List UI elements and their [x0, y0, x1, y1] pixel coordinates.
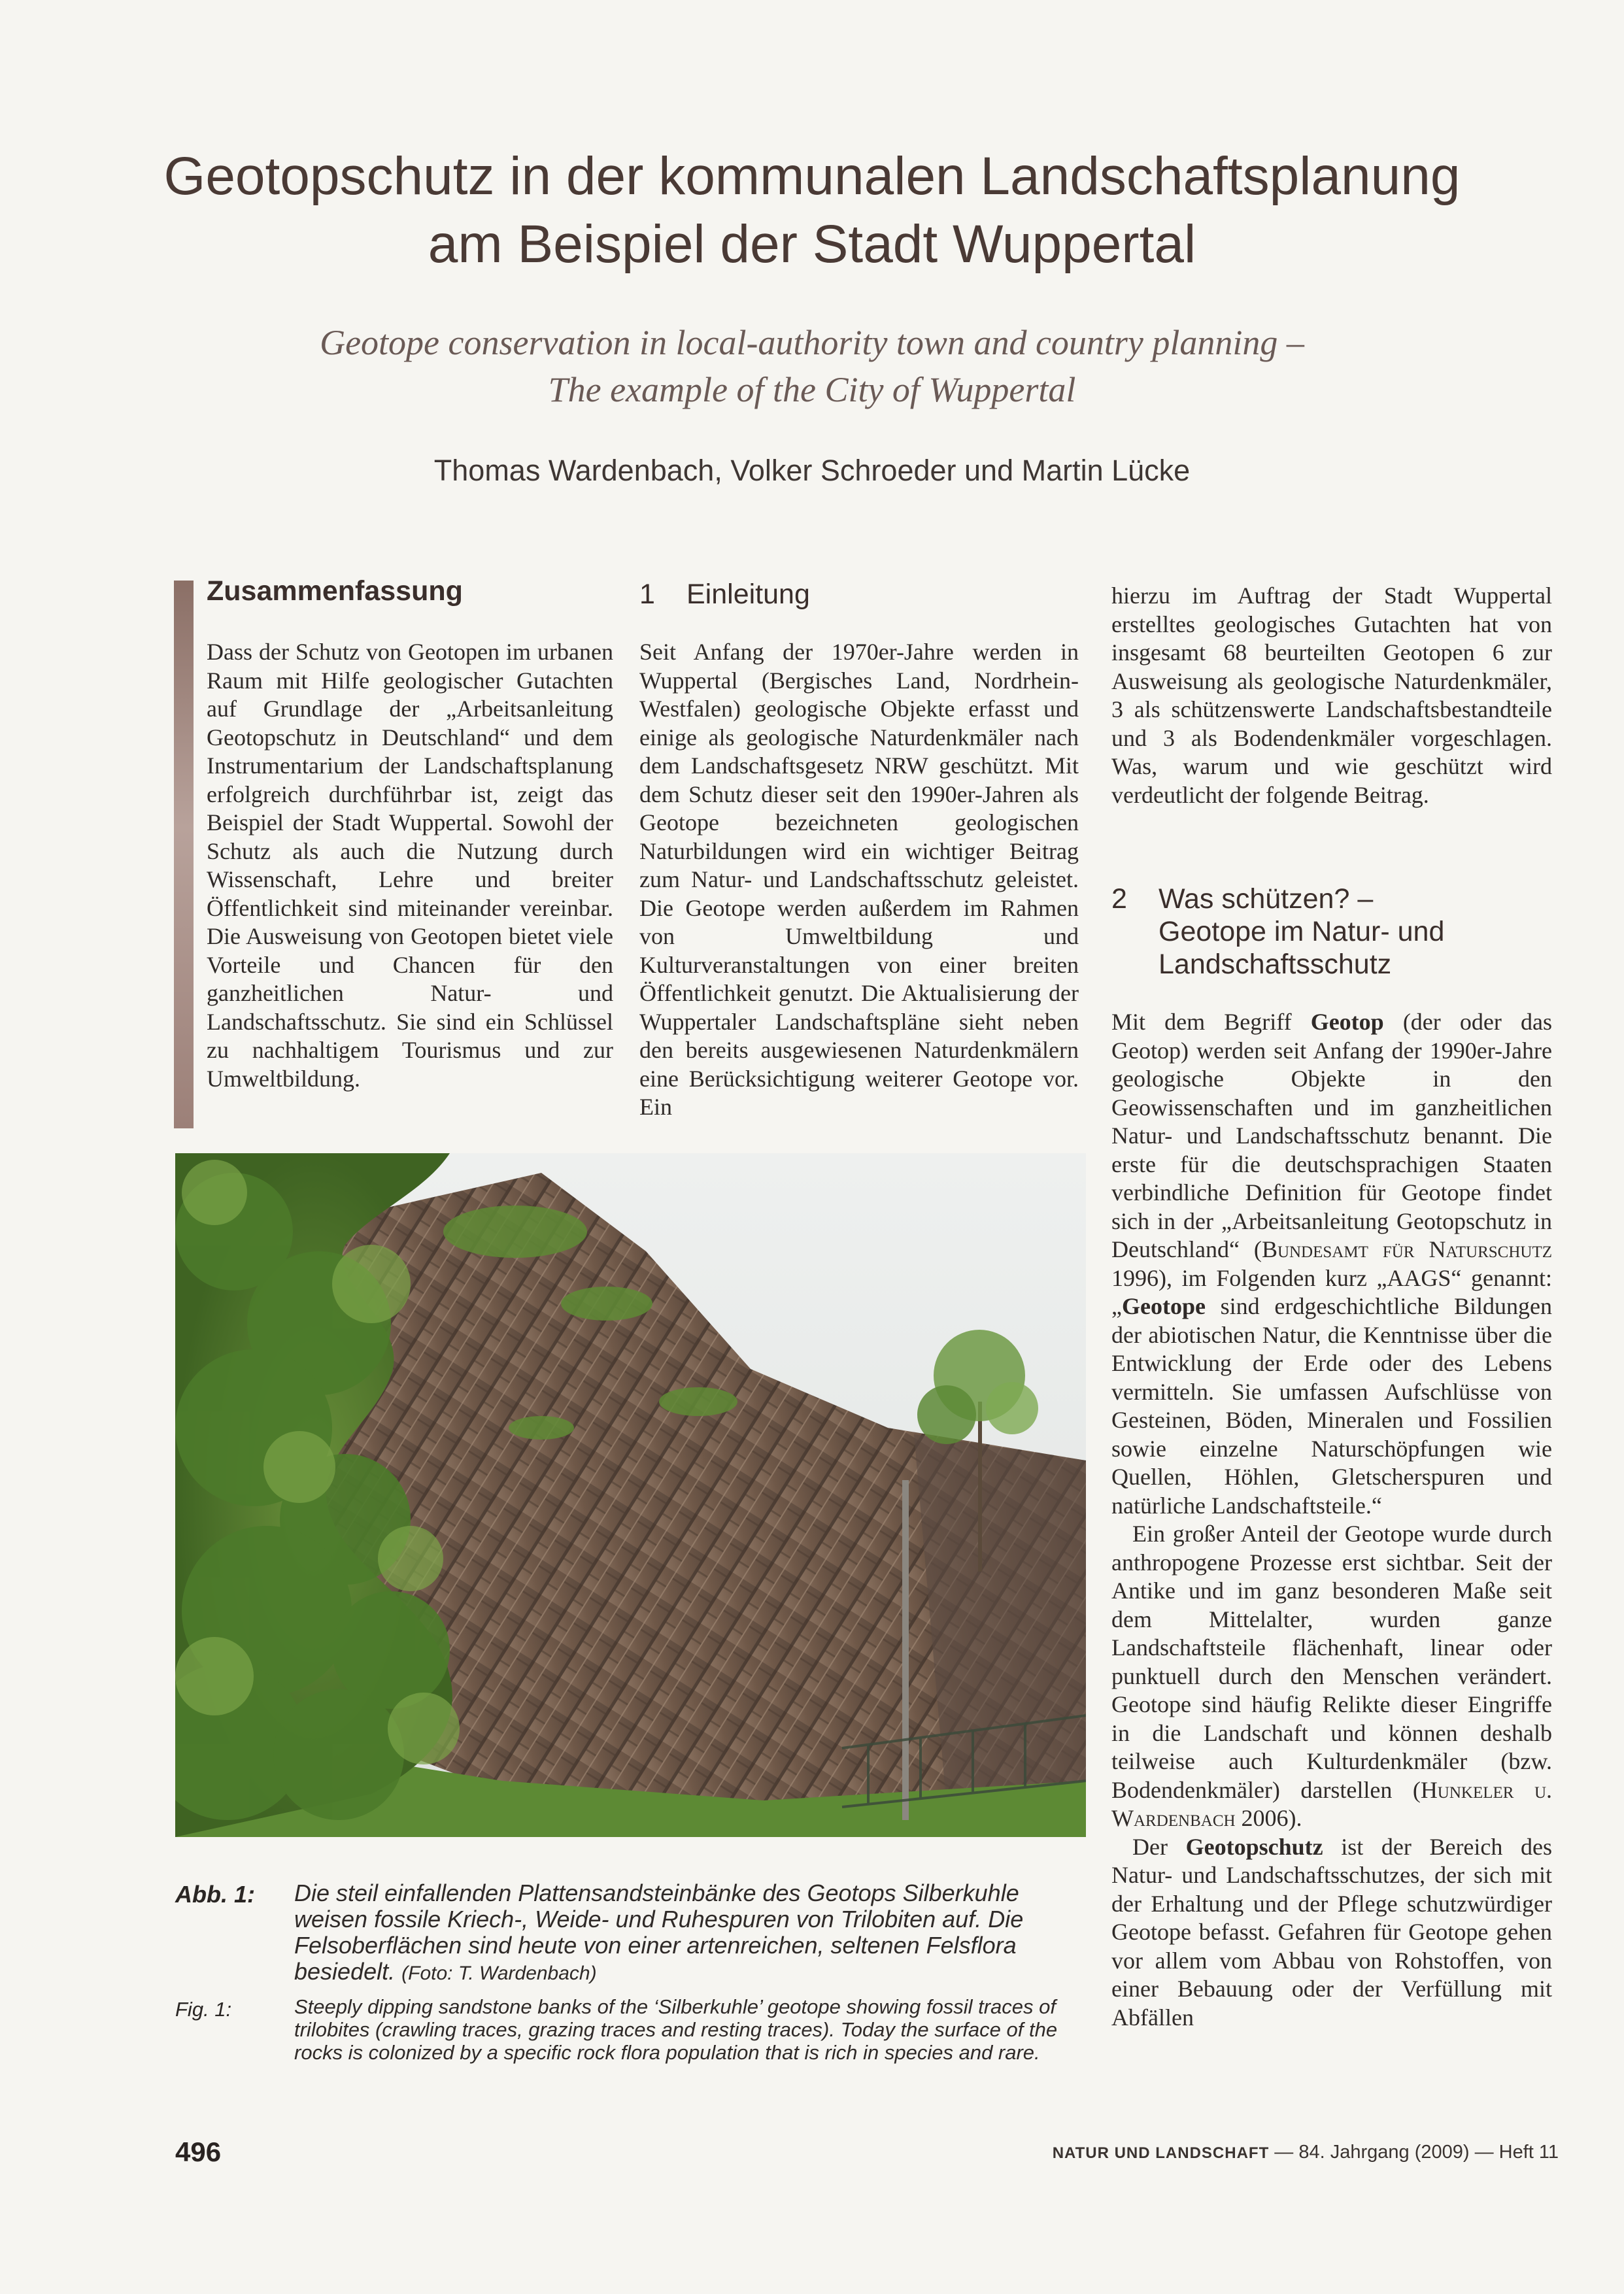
section1-continuation-paragraph: hierzu im Auftrag der Stadt Wuppertal erstelltes geologisches Gutachten hat von insgesamt 68 beurteilten Geotopen 6 zur Ausweisung als geologische Naturdenkmäler, 3 als schützenswerte Landschaftsbestandteile und 3 als Bodendenkmäler vorgeschlagen. Was, warum und wie geschützt wird verdeutlicht der folgende Beitrag.: [1111, 582, 1552, 808]
article-subtitle: [131, 319, 1493, 413]
abstract-text: [207, 638, 613, 1093]
article-title-line1: Geotopschutz in der kommunalen Landschaftsplanung: [163, 146, 1461, 206]
section1-continuation: [1111, 582, 1552, 809]
figure-credit: (Foto: T. Wardenbach): [401, 1963, 597, 1984]
abstract-accent-bar: [174, 581, 194, 1128]
section2-text: [1111, 1008, 1552, 2032]
section1-text: [639, 638, 1079, 1122]
figure-caption-de: [294, 1880, 1092, 1987]
section1-number: 1: [639, 579, 655, 610]
journal-issue: — 84. Jahrgang (2009) — Heft 11: [1274, 2142, 1559, 2163]
figure-caption-en: Steeply dipping sandstone banks of the ‘Silberkuhle’ geotope showing fossil traces of trilobites (crawling traces, grazing traces and resting traces). Today the surface of the rocks is colonized by a specific rock flora population that is rich in species and rare.: [294, 1995, 1058, 2064]
term-geotope: Geotope: [1121, 1293, 1206, 1319]
article-title: [131, 143, 1493, 278]
journal-brand: NATUR UND LANDSCHAFT: [1052, 2144, 1270, 2162]
article-title-line2: am Beispiel der Stadt Wuppertal: [428, 214, 1196, 274]
section2-title-line2: Geotope im Natur- und: [1159, 916, 1445, 947]
figure-label-de: Abb. 1:: [175, 1881, 255, 1908]
section1-heading: [639, 578, 810, 611]
page-number: 496: [175, 2136, 222, 2167]
citation-hunkeler: Hunkeler u. Wardenbach: [1111, 1776, 1552, 1831]
section2-paragraph-3: Der Geotopschutz ist der Bereich des Natur- und Landschaftsschutzes, der sich mit der Erhaltung und der Pflege schutzwürdiger Geotope befasst. Gefahren für Geotope gehen vor allem vom Abbau von Rohstoffen, von einer Bebauung oder der Verfüllung mit Abfällen: [1111, 1833, 1552, 2031]
term-geotop: Geotop: [1310, 1009, 1384, 1035]
term-geotopschutz: Geotopschutz: [1185, 1833, 1323, 1860]
author-line: Thomas Wardenbach, Volker Schroeder und Martin Lücke: [433, 454, 1191, 487]
abstract-paragraph: Dass der Schutz von Geotopen im urbanen Raum mit Hilfe geologischer Gutachten auf Grundlage der „Arbeitsanleitung Geotopschutz in Deutschland“ und dem Instrumentarium der Landschaftsplanung erfolgreich durchführbar ist, zeigt das Beispiel der Stadt Wuppertal. Sowohl der Schutz als auch die Nutzung durch Wissenschaft, Lehre und breiter Öffentlichkeit sind miteinander vereinbar. Die Ausweisung von Geotopen bietet viele Vorteile und Chancen für den ganzheitlichen Natur- und Landschaftsschutz. Sie sind ein Schlüssel zu nachhaltigem Tourismus und zur Umweltbildung.: [207, 639, 613, 1092]
figure-caption-de-text: Die steil einfallenden Plattensandsteinbänke des Geotops Silberkuhle weisen fossile Kriech-, Weide- und Ruhespuren von Trilobiten auf. Die Felsoberflächen sind heute von einer artenreichen, seltenen Felsflora besiedelt.: [294, 1880, 1024, 1985]
section2-title-line3: Landschaftsschutz: [1159, 949, 1392, 980]
figure-photo-silberkuhle: [175, 1153, 1086, 1837]
section2-number: 2: [1111, 883, 1127, 915]
section1-paragraph: Seit Anfang der 1970er-Jahre werden in Wuppertal (Bergisches Land, Nordrhein-Westfalen) geologische Objekte erfasst und einige als geologische Naturdenkmäler nach dem Landschaftsgesetz NRW geschützt. Mit dem Schutz dieser seit den 1990er-Jahren als Geotope bezeichneten geologischen Naturbildungen wird ein wichtiger Beitrag zum Natur- und Landschaftsschutz geleistet. Die Geotope werden außerdem im Rahmen von Umweltbildung und Kulturveranstaltungen von einer breiten Öffentlichkeit genutzt. Die Aktualisierung der Wuppertaler Landschaftspläne sieht neben den bereits ausgewiesenen Naturdenkmälern eine Berücksichtigung weiterer Geotope vor. Ein: [639, 639, 1079, 1120]
section1-title: Einleitung: [686, 579, 810, 610]
citation-bfn: Bundesamt für Naturschutz: [1261, 1236, 1553, 1262]
section2-title-line1: Was schützen? –: [1159, 883, 1374, 915]
journal-footer: [1053, 2142, 1559, 2163]
section2-paragraph-1: Mit dem Begriff Geotop (der oder das Geotop) werden seit Anfang der 1990er-Jahre geologische Objekte in den Geowissenschaften und im ganzheitlichen Natur- und Landschaftsschutz benannt. Die erste für die deutschsprachigen Staaten verbindliche Definition für Geotope findet sich in der „Arbeitsanleitung Geotopschutz in Deutschland“ (Bundesamt für Naturschutz 1996), im Folgenden kurz „AAGS“ genannt: „Geotope sind erdgeschichtliche Bildungen der abiotischen Natur, die Kenntnisse über die Entwicklung der Erde oder des Lebens vermitteln. Sie umfassen Aufschlüsse von Gesteinen, Böden, Mineralen und Fossilien sowie einzelne Naturschöpfungen wie Quellen, Höhlen, Gletscherspuren und natürliche Landschaftsteile.“: [1111, 1009, 1553, 1519]
article-subtitle-line2: The example of the City of Wuppertal: [548, 370, 1076, 409]
abstract-heading: Zusammenfassung: [207, 575, 463, 607]
section2-heading: [1111, 883, 1444, 981]
figure-label-en: Fig. 1:: [175, 1998, 232, 2021]
article-subtitle-line1: Geotope conservation in local-authority town and country planning –: [320, 323, 1304, 362]
section2-paragraph-2: Ein großer Anteil der Geotope wurde durch anthropogene Prozesse erst sichtbar. Seit der Antike und im ganz besonderen Maße seit dem Mittelalter, wurden ganze Landschaftsteile flächenhaft, linear oder punktuell durch den Menschen verändert. Geotope sind häufig Relikte dieser Eingriffe in die Landschaft und können deshalb teilweise auch Kulturdenkmäler (bzw. Bodendenkmäler) darstellen (Hunkeler u. Wardenbach 2006).: [1111, 1521, 1552, 1831]
